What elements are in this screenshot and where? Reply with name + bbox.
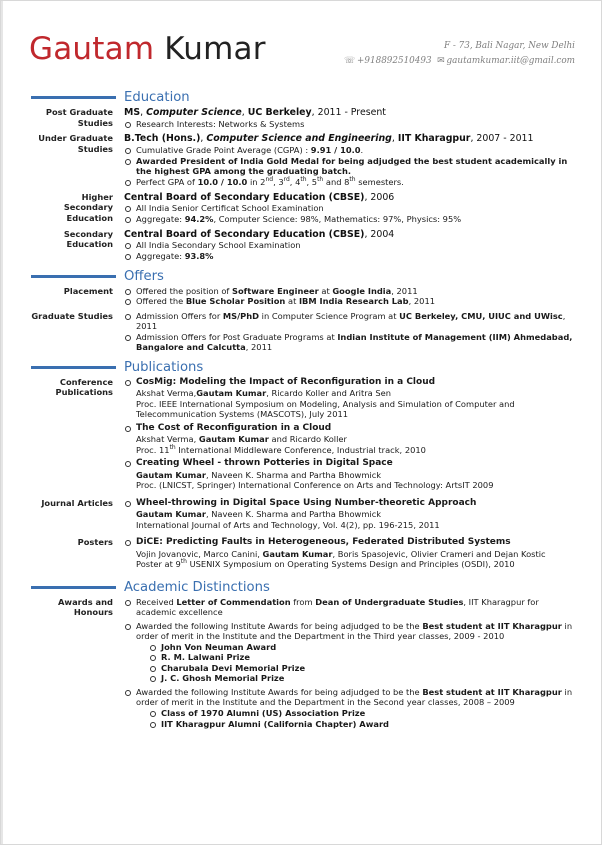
section-rule (31, 275, 116, 278)
list-item: Research Interests: Networks & Systems (124, 119, 581, 130)
list-item: Received Letter of Commendation from Dean of Undergraduate Studies, IIT Kharagpur for academic excellence (124, 597, 581, 618)
entry-label: Under Graduate Studies (38, 133, 113, 154)
section-title: Education (124, 90, 190, 105)
entry-under-graduate (31, 133, 581, 187)
entry-label: Secondary Education (63, 228, 113, 250)
entry-body (124, 133, 581, 187)
list-item: Offered the position of Software Engineer at Google India, 2011 (124, 286, 581, 297)
section-header (31, 89, 581, 106)
publication-title: CosMig: Modeling the Impact of Reconfiguration in a Cloud (136, 376, 436, 387)
section-title: Academic Distinctions (124, 579, 270, 595)
publication-venue: Proc. (LNICST, Springer) International Conference on Arts and Technology: ArtsIT 2009 (136, 480, 494, 491)
award-item: IIT Kharagpur Alumni (California Chapter) Award (149, 719, 581, 730)
award-item: Charubala Devi Memorial Prize (149, 663, 581, 674)
entry-body (124, 498, 581, 533)
entry-secondary (31, 229, 581, 262)
award-item: J. C. Ghosh Memorial Prize (149, 673, 581, 684)
entry-body (124, 286, 581, 307)
publication-venue: Proc. 11th International Middleware Conference, Industrial track, 2010 (136, 443, 426, 455)
degree-line: Central Board of Secondary Education (CBSE), 2006 (124, 191, 395, 203)
distinctions-section (31, 579, 581, 732)
publication-authors: Gautam Kumar, Naveen K. Sharma and Partha Bhowmick (136, 509, 382, 520)
entry-body (124, 192, 581, 225)
full-name (29, 31, 266, 67)
entry-label: Posters (77, 537, 113, 548)
list-item: Awarded the following Institute Awards for being adjudged to be the Best student at IIT Kharagpur in order of merit in the Institute and the Department in the Second year classes, 2008 – 2009 Class of 1970 Alumni (US) Association Prize IIT Kharagpur Alumni (California Chapter) Award (124, 687, 581, 729)
degree-line: B.Tech (Hons.), Computer Science and Engineering, IIT Kharagpur, 2007 - 2011 (124, 133, 534, 145)
publication-list (124, 537, 581, 569)
publication-list (124, 498, 581, 530)
entry-placement (31, 286, 581, 307)
section-rule (31, 96, 116, 99)
publication-item (124, 537, 581, 569)
education-section (31, 89, 581, 262)
publication-venue: International Journal of Arts and Technology, Vol. 4(2), pp. 196-215, 2011 (136, 519, 440, 530)
bullet-list (124, 311, 581, 353)
publication-item (124, 423, 581, 455)
award-item: John Von Neuman Award (149, 642, 581, 653)
entry-body (124, 107, 581, 129)
resume-content (31, 89, 581, 738)
list-item: Cumulative Grade Point Average (CGPA) : 9.91 / 10.0. (124, 145, 581, 156)
publication-authors: Gautam Kumar, Naveen K. Sharma and Partha Bhowmick (136, 469, 382, 480)
section-title: Offers (124, 268, 164, 284)
bullet-list (124, 286, 581, 307)
phone-icon: ☏ (344, 56, 356, 66)
last-name: Kumar (164, 31, 266, 67)
contact-block (344, 39, 575, 69)
bullet-list (124, 145, 581, 187)
degree-line: Central Board of Secondary Education (CBSE), 2004 (124, 228, 395, 240)
section-header (31, 359, 581, 376)
entry-journal-articles (31, 498, 581, 533)
address: F - 73, Bali Nagar, New Delhi (443, 41, 575, 51)
entry-graduate-studies (31, 311, 581, 353)
publication-authors: Vojin Jovanovic, Marco Canini, Gautam Kumar, Boris Spasojevic, Olivier Crameri and Dejan Kostic (136, 548, 546, 559)
section-title: Publications (124, 359, 204, 375)
section-header (31, 268, 581, 285)
section-header (31, 579, 581, 596)
degree-line: MS, Computer Science, UC Berkeley, 2011 - Present (124, 107, 386, 118)
entry-posters (31, 537, 581, 572)
section-rule (31, 366, 116, 369)
publication-authors: Akshat Verma,Gautam Kumar, Ricardo Koller and Aritra Sen (136, 388, 391, 399)
list-item: All India Secondary School Examination (124, 240, 581, 251)
publication-title: The Cost of Reconfiguration in a Cloud (136, 422, 332, 433)
entry-body (124, 537, 581, 572)
publication-item (124, 377, 581, 420)
publication-item (124, 498, 581, 530)
publication-authors: Akshat Verma, Gautam Kumar and Ricardo Koller (136, 434, 347, 445)
bullet-list (124, 119, 581, 130)
publication-venue: Proc. IEEE International Symposium on Modeling, Analysis and Simulation of Computer and Telecommunication Systems (MASCOTS), July 2011 (136, 398, 515, 420)
bullet-list (124, 597, 581, 729)
resume-header (29, 31, 575, 71)
email-address: gautamkumar.iit@gmail.com (446, 56, 575, 66)
entry-higher-secondary (31, 192, 581, 225)
publications-section (31, 359, 581, 573)
entry-label: Placement (63, 285, 113, 296)
list-item: Aggregate: 93.8% (124, 251, 581, 262)
mail-icon: ✉ (437, 56, 445, 66)
publication-title: DiCE: Predicting Faults in Heterogeneous, Federated Distributed Systems (136, 537, 511, 548)
entry-body (124, 311, 581, 353)
phone-number: +918892510493 (357, 56, 432, 66)
list-item: Perfect GPA of 10.0 / 10.0 in 2nd, 3rd, 4th, 5th and 8th semesters. (124, 177, 581, 188)
offers-section (31, 268, 581, 353)
list-item: Awarded the following Institute Awards for being adjudged to be the Best student at IIT Kharagpur in order of merit in the Institute and the Department in the Third year classes, 2009 - 2010 John Von Neuman Award R. M. Lalwani Prize Charubala Devi Memorial Prize J. C. Ghosh Memorial Prize (124, 621, 581, 684)
entry-body (124, 377, 581, 494)
award-item: R. M. Lalwani Prize (149, 652, 581, 663)
list-item: Admission Offers for MS/PhD in Computer Science Program at UC Berkeley, CMU, UIUC and UWisc, 2011 (124, 311, 581, 332)
award-list (136, 708, 581, 729)
entry-body (124, 229, 581, 262)
entry-label: Higher Secondary Education (63, 191, 113, 223)
entry-label: Awards and Honours (58, 596, 113, 618)
section-rule (31, 586, 116, 589)
award-list (136, 642, 581, 684)
entry-label: Conference Publications (55, 376, 113, 398)
bullet-list (124, 203, 581, 224)
entry-post-graduate (31, 107, 581, 129)
award-item: Class of 1970 Alumni (US) Association Prize (149, 708, 581, 719)
list-item: Awarded President of India Gold Medal for being adjudged the best student academically in the highest GPA among the graduating batch. (124, 156, 581, 177)
list-item: Aggregate: 94.2%, Computer Science: 98%, Mathematics: 97%, Physics: 95% (124, 214, 581, 225)
list-item: Admission Offers for Post Graduate Programs at Indian Institute of Management (IIM) Ahmedabad, Bangalore and Calcutta, 2011 (124, 332, 581, 353)
page-edge (1, 1, 3, 844)
entry-label: Post Graduate Studies (45, 107, 113, 128)
publication-list (124, 377, 581, 491)
list-item: Offered the Blue Scholar Position at IBM India Research Lab, 2011 (124, 296, 581, 307)
bullet-list (124, 240, 581, 261)
entry-label: Journal Articles (41, 497, 113, 508)
first-name: Gautam (29, 31, 155, 67)
entry-conference-publications (31, 377, 581, 494)
entry-awards (31, 597, 581, 732)
list-item: All India Senior Certificat School Examination (124, 203, 581, 214)
publication-title: Wheel-throwing in Digital Space Using Number-theoretic Approach (136, 497, 477, 508)
entry-body (124, 597, 581, 732)
entry-label: Graduate Studies (31, 310, 113, 321)
publication-item (124, 458, 581, 490)
publication-title: Creating Wheel - thrown Potteries in Digital Space (136, 458, 393, 469)
publication-venue: Poster at 9th USENIX Symposium on Operating Systems Design and Principles (OSDI), 2010 (136, 558, 515, 570)
